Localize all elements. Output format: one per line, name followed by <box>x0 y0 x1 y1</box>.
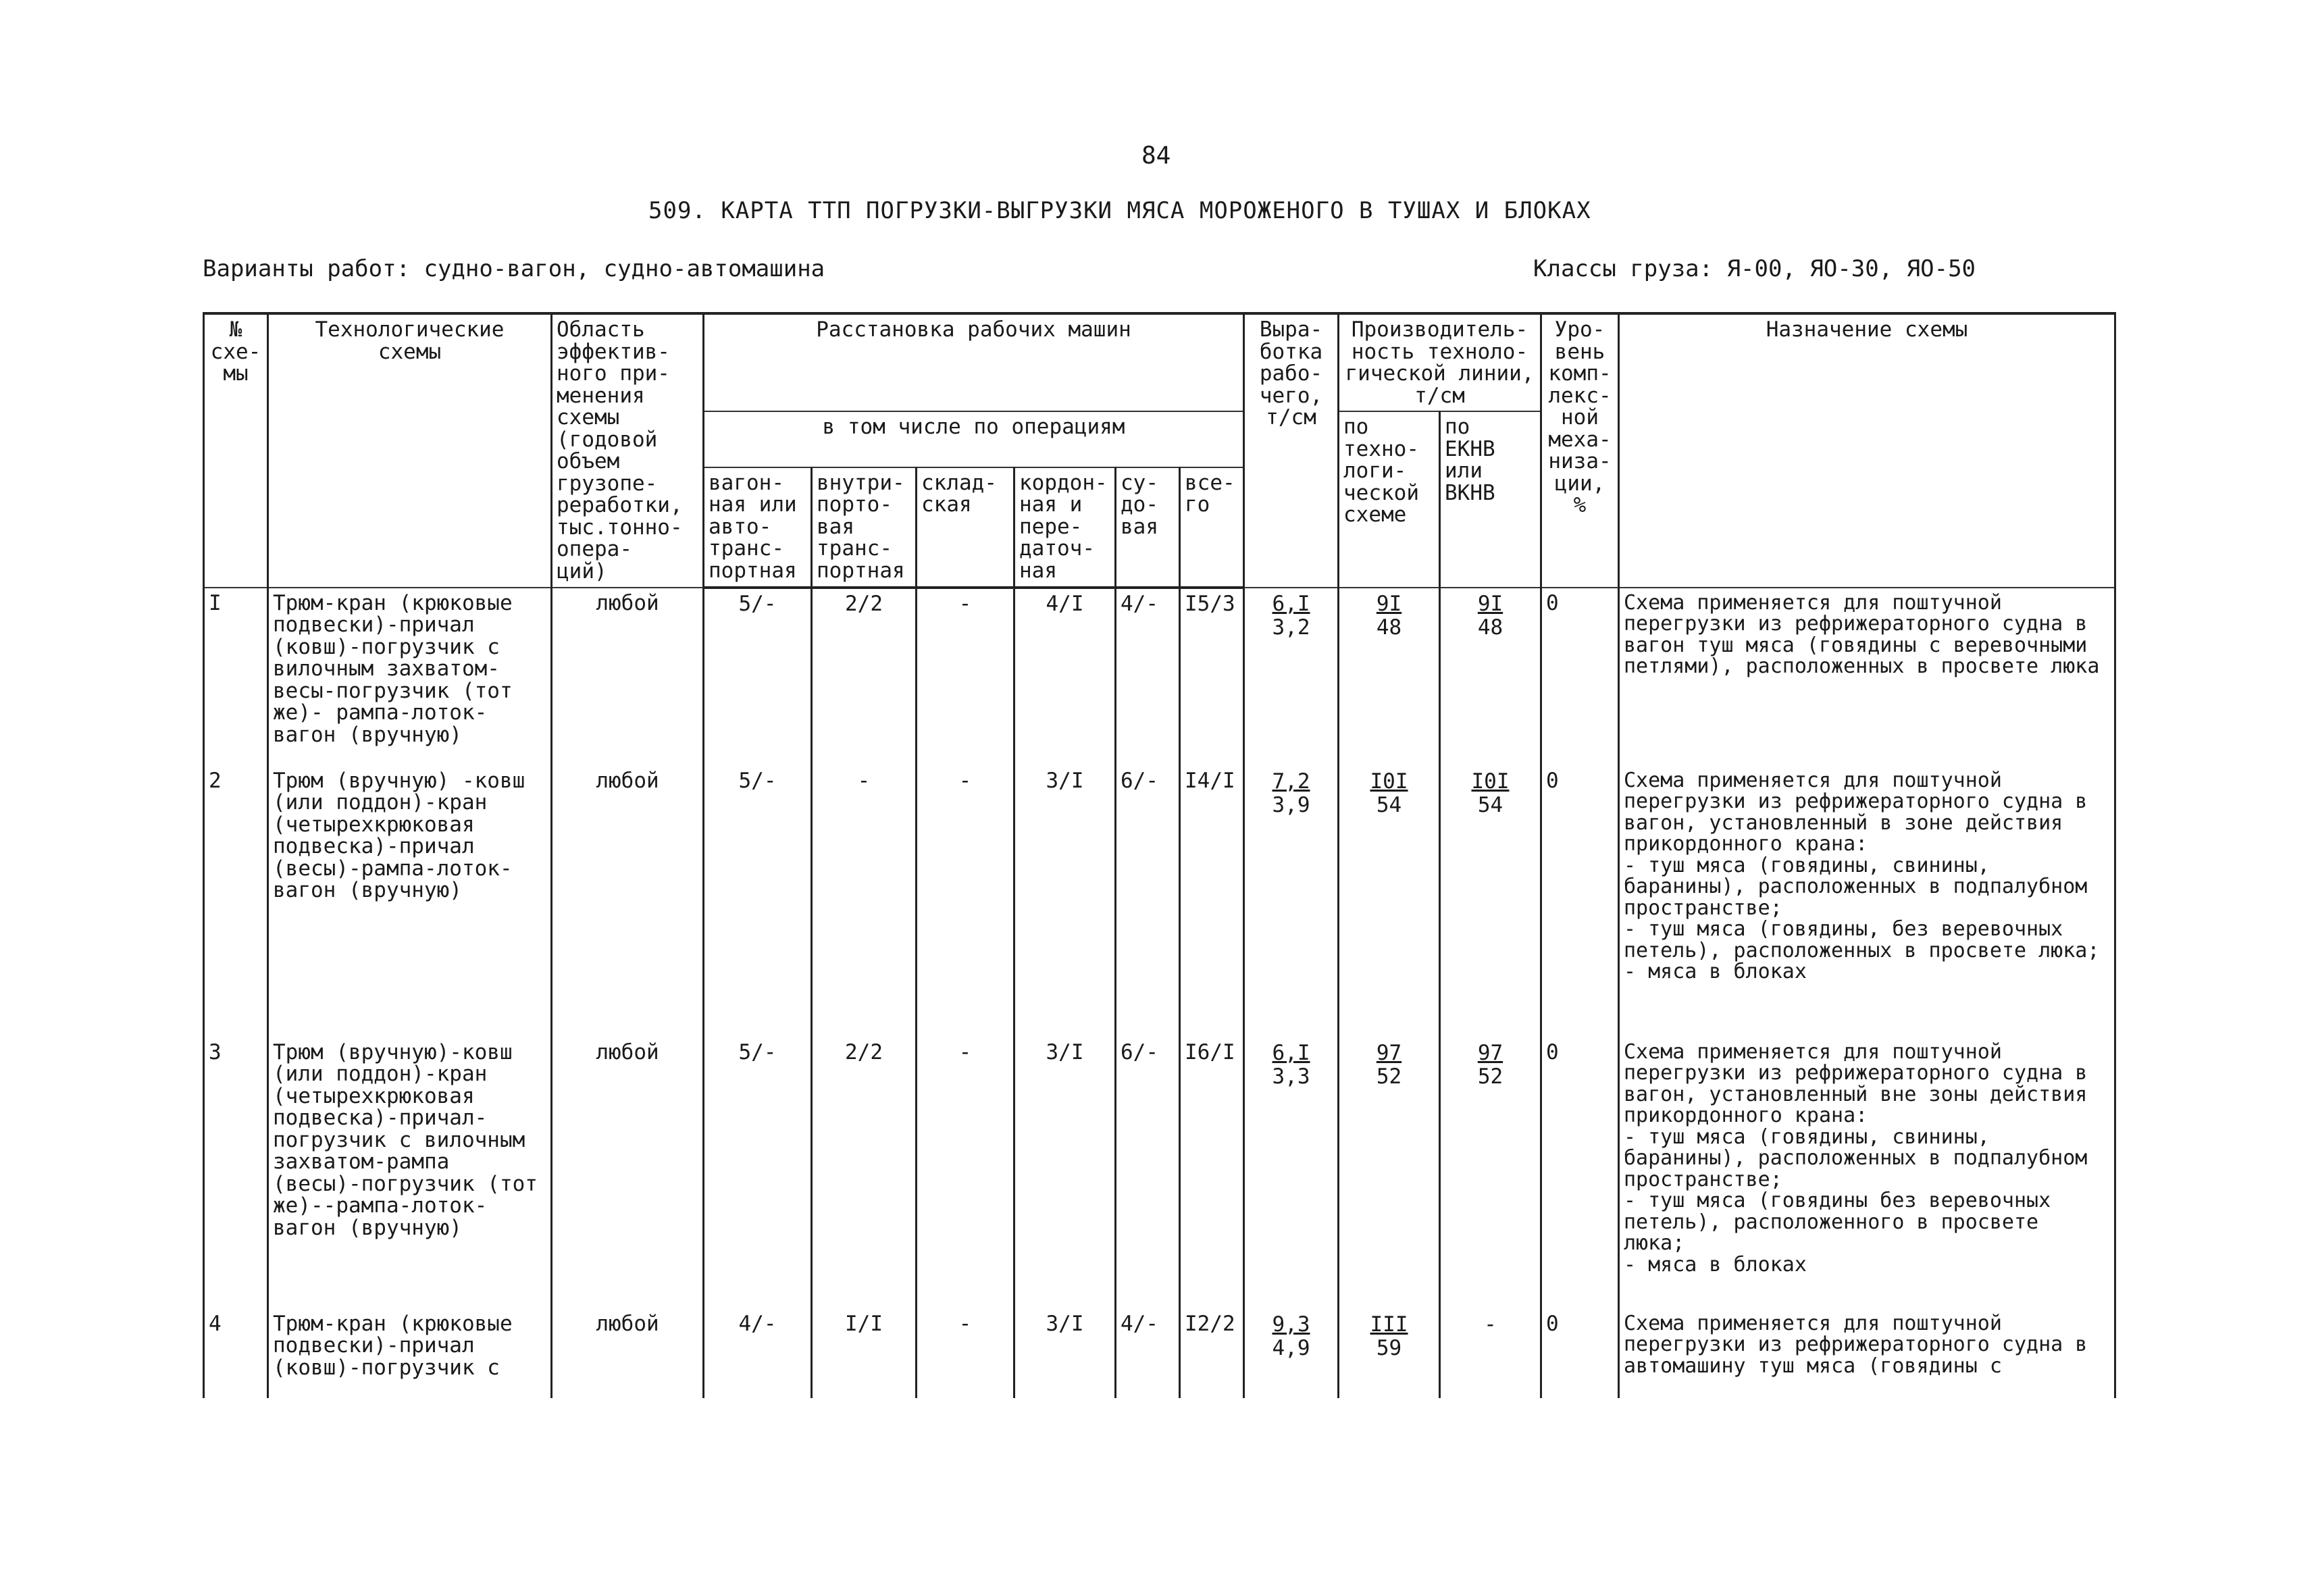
header-warehouse: склад- ская <box>917 467 1014 588</box>
table-row <box>204 1037 2115 1309</box>
row-warehouse: - <box>917 766 1014 1037</box>
output-top: 7,2 <box>1272 769 1310 794</box>
page-number: 84 <box>1141 142 1171 170</box>
row-ship: 6/- <box>1116 766 1180 1037</box>
row-ekhnv <box>1478 1041 1503 1089</box>
row-ekhnv <box>1478 592 1503 640</box>
prod-top: 97 <box>1376 1040 1402 1065</box>
table-row <box>204 1309 2115 1398</box>
output-top: 6,I <box>1272 591 1310 616</box>
row-ekhnv <box>1484 1313 1497 1337</box>
row-purpose: Схема применяется для поштучной перегрузки из рефрижераторного судна в вагон туш мяса (говядины с веревочными петлями), расположенных в просвете люка <box>1619 588 2115 766</box>
cargo-classes: Классы груза: Я-00, ЯО-30, ЯО-50 <box>1533 255 1976 282</box>
row-cordon: 3/I <box>1014 1309 1116 1398</box>
output-top: 9,3 <box>1272 1312 1310 1337</box>
row-tech: Трюм (вручную)-ковш (или поддон)-кран (четырехкрюковая подвеска)-причал-погрузчик с вилочным захватом-рампа (весы)-погрузчик (тот же)--рампа-лоток-вагон (вручную) <box>268 1037 552 1309</box>
row-num: 2 <box>204 766 268 1037</box>
ekhnv-top: - <box>1484 1312 1497 1337</box>
row-ship: 4/- <box>1116 588 1180 766</box>
output-bottom: 4,9 <box>1272 1336 1310 1361</box>
header-productivity: Производитель- ность техноло- гической линии, т/см <box>1339 313 1541 411</box>
row-wagon: 5/- <box>704 588 812 766</box>
header-by-scheme: по техно- логи- ческой схеме <box>1339 411 1440 587</box>
row-mech: 0 <box>1541 1309 1619 1398</box>
ekhnv-top: 9I <box>1477 591 1503 616</box>
row-ship: 4/- <box>1116 1309 1180 1398</box>
header-ship: су- до- вая <box>1116 467 1180 588</box>
header-by-ekhnv: по ЕКНВ или ВКНВ <box>1440 411 1541 587</box>
prod-bottom: 52 <box>1376 1064 1402 1089</box>
header-intra: внутри- порто- вая транс- портная <box>812 467 917 588</box>
row-warehouse: - <box>917 1309 1014 1398</box>
row-warehouse: - <box>917 1037 1014 1309</box>
output-bottom: 3,2 <box>1272 615 1310 640</box>
table-row <box>204 588 2115 766</box>
header-tech: Технологические схемы <box>268 313 552 588</box>
prod-bottom: 48 <box>1376 615 1402 640</box>
header-cordon: кордон- ная и пере- даточ- ная <box>1014 467 1116 588</box>
row-purpose: Схема применяется для поштучной перегрузки из рефрижераторного судна в автомашину туш мяса (говядины с <box>1619 1309 2115 1398</box>
row-intra: 2/2 <box>812 1037 917 1309</box>
row-area: любой <box>552 588 704 766</box>
row-tech: Трюм-кран (крюковые подвески)-причал (ковш)-погрузчик с вилочным захватом-весы-погрузчик (тот же)- рампа-лоток-вагон (вручную) <box>268 588 552 766</box>
row-output <box>1272 1313 1310 1361</box>
ttp-table <box>203 312 2116 1398</box>
row-area: любой <box>552 1037 704 1309</box>
ekhnv-top: 97 <box>1477 1040 1503 1065</box>
row-area: любой <box>552 1309 704 1398</box>
row-intra: I/I <box>812 1309 917 1398</box>
header-num: № схе- мы <box>204 313 268 588</box>
prod-top: I0I <box>1370 769 1408 794</box>
ekhnv-top: I0I <box>1471 769 1510 794</box>
row-mech: 0 <box>1541 766 1619 1037</box>
header-wagon: вагон- ная или авто- транс- портная <box>704 467 812 588</box>
row-warehouse: - <box>917 588 1014 766</box>
row-tech: Трюм (вручную) -ковш (или поддон)-кран (четырехкрюковая подвеска)-причал (весы)-рампа-лоток-вагон (вручную) <box>268 766 552 1037</box>
row-total: I5/3 <box>1180 588 1244 766</box>
row-prod <box>1377 1041 1402 1089</box>
prod-top: III <box>1370 1312 1408 1337</box>
row-prod <box>1370 1313 1408 1361</box>
row-intra: 2/2 <box>812 588 917 766</box>
row-mech: 0 <box>1541 1037 1619 1309</box>
row-intra: - <box>812 766 917 1037</box>
header-placement: Расстановка рабочих машин <box>704 313 1244 411</box>
header-by-ops: в том числе по операциям <box>704 411 1244 467</box>
row-output <box>1272 592 1310 640</box>
row-total: I2/2 <box>1180 1309 1244 1398</box>
row-wagon: 5/- <box>704 766 812 1037</box>
prod-bottom: 59 <box>1376 1336 1402 1361</box>
row-wagon: 5/- <box>704 1037 812 1309</box>
output-bottom: 3,3 <box>1272 1064 1310 1089</box>
row-area: любой <box>552 766 704 1037</box>
row-num: 3 <box>204 1037 268 1309</box>
row-output <box>1272 770 1310 818</box>
output-top: 6,I <box>1272 1040 1310 1065</box>
row-ship: 6/- <box>1116 1037 1180 1309</box>
table-row <box>204 766 2115 1037</box>
row-num: I <box>204 588 268 766</box>
output-bottom: 3,9 <box>1272 793 1310 818</box>
row-purpose: Схема применяется для поштучной перегрузки из рефрижераторного судна в вагон, установленный в зоне действия прикордонного крана: - туш мяса (говядины, свинины, баранины), расположенных в подпалубном пространстве; - туш мяса (говядины, без веревочных петель), расположенных в просвете люка; - мяса в блоках <box>1619 766 2115 1037</box>
row-num: 4 <box>204 1309 268 1398</box>
header-mech: Уро- вень комп- лекс- ной меха- низа- ции, % <box>1541 313 1619 588</box>
document-title: 509. КАРТА ТТП ПОГРУЗКИ-ВЫГРУЗКИ МЯСА МОРОЖЕНОГО В ТУШАХ И БЛОКАХ <box>648 197 1591 224</box>
row-output <box>1272 1041 1310 1089</box>
ekhnv-bottom: 52 <box>1477 1064 1503 1089</box>
header-output: Выра- ботка рабо- чего, т/см <box>1244 313 1339 588</box>
row-cordon: 4/I <box>1014 588 1116 766</box>
row-purpose: Схема применяется для поштучной перегрузки из рефрижераторного судна в вагон, установленный вне зоны действия прикордонного крана: - туш мяса (говядины, свинины, баранины), расположенных в подпалубном пространстве; - туш мяса (говядины без веревочных петель), расположенного в просвете люка; - мяса в блоках <box>1619 1037 2115 1309</box>
header-area: Область эффектив- ного при- менения схемы (годовой объем грузопе- реработки, тыс.тонно-опера- ций) <box>552 313 704 588</box>
row-cordon: 3/I <box>1014 766 1116 1037</box>
work-variants: Варианты работ: судно-вагон, судно-автомашина <box>203 255 825 282</box>
row-total: I4/I <box>1180 766 1244 1037</box>
header-purpose: Назначение схемы <box>1619 313 2115 588</box>
ekhnv-bottom: 48 <box>1477 615 1503 640</box>
row-cordon: 3/I <box>1014 1037 1116 1309</box>
row-prod <box>1377 592 1402 640</box>
prod-bottom: 54 <box>1376 793 1402 818</box>
row-prod <box>1370 770 1408 818</box>
row-mech: 0 <box>1541 588 1619 766</box>
header-total: все- го <box>1180 467 1244 588</box>
row-wagon: 4/- <box>704 1309 812 1398</box>
row-total: I6/I <box>1180 1037 1244 1309</box>
ekhnv-bottom: 54 <box>1477 793 1503 818</box>
row-ekhnv <box>1472 770 1510 818</box>
row-tech: Трюм-кран (крюковые подвески)-причал (ковш)-погрузчик с <box>268 1309 552 1398</box>
prod-top: 9I <box>1376 591 1402 616</box>
